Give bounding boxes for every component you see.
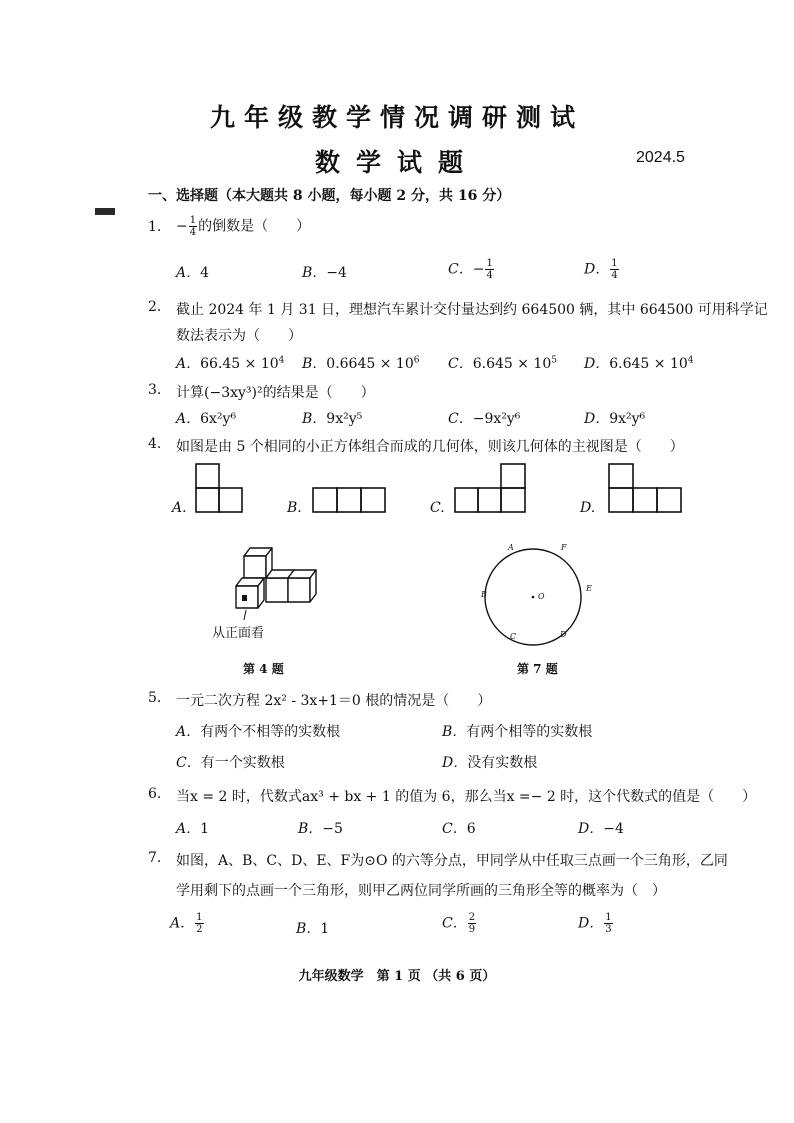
page-subtitle: 数学试题 [314,148,479,177]
figure-4-caption: 第 4 题 [243,662,284,676]
question-text [176,215,310,238]
option-a[interactable]: A．有两个不相等的实数根 [176,724,341,740]
center-o-label: O [538,592,545,601]
option-a[interactable]: A．$66.45 \times 10^4$ [176,355,285,372]
page-footer: 九年级数学 第 1 页 （共 6 页） [298,969,496,984]
point-f-label: F [561,543,567,552]
option-c[interactable]: C．−9x²y⁶ [448,411,521,427]
question-text: 一元二次方程 2x² - 3x+1＝0 根的情况是（ ） [176,693,492,709]
option-b-view-figure [311,486,387,514]
point-e-label: E [586,584,592,593]
minus-sign: − [176,218,188,235]
option-b[interactable]: B．1 [296,921,330,937]
option-a[interactable]: A．4 [176,265,210,281]
scan-mark [95,208,115,215]
point-b-label: B [481,590,487,599]
figure-7-caption: 第 7 题 [517,662,558,676]
option-c-view-figure [453,462,527,514]
option-b[interactable]: B. [287,500,302,516]
question-number: 5. [148,690,162,706]
question-text: 计算(−3xy³)²的结果是（ ） [176,385,375,401]
page-title: 九年级教学情况调研测试 [209,103,584,132]
option-c[interactable]: C．− $\frac{1}{4}$ [448,258,493,281]
option-d[interactable]: D．$6.645 \times 10^4$ [584,355,694,372]
option-b[interactable]: B．有两个相等的实数根 [442,724,593,740]
question-text-cont: 学用剩下的点画一个三角形，则甲乙两位同学所画的三角形全等的概率为（ ） [176,883,666,899]
section-heading: 一、选择题（本大题共 8 小题，每小题 2 分，共 16 分） [148,188,511,204]
option-d-view-figure [607,462,683,514]
question-text: 当x = 2 时，代数式ax³ + bx + 1 的值为 6，那么当x =− 2 时，这个代数式的值是（ ） [176,789,757,805]
front-view-label: 从正面看 [212,626,265,641]
exam-date: 2024.5 [636,149,685,166]
point-d-label: D [560,630,567,639]
question-number: 1. [148,219,162,235]
option-d[interactable]: D． $\frac{1}{3}$ [578,912,612,935]
fraction: $\frac{1}{4}$ [189,215,197,238]
question-number: 4. [148,436,162,452]
option-a[interactable]: A. [172,500,187,516]
option-c[interactable]: C．6 [442,821,476,837]
option-a[interactable]: A．6x²y⁶ [176,411,237,427]
option-c[interactable]: C. [430,500,445,516]
option-d[interactable]: D． $\frac{1}{4}$ [584,258,618,281]
question-stem: 的倒数是（ ） [198,218,311,235]
question-text: 如图，A、B、C、D、E、F为⊙O 的六等分点，甲同学从中任取三点画一个三角形，乙同 [176,853,728,869]
option-d[interactable]: D．9x²y⁶ [584,411,646,427]
option-b[interactable]: B．−5 [298,821,343,837]
option-c[interactable]: C．有一个实数根 [176,755,285,771]
option-b[interactable]: B．9x²y⁵ [302,411,363,427]
option-a[interactable]: A．1 [176,821,210,837]
question-number: 2. [148,299,162,315]
option-a-view-figure [194,462,244,514]
option-c[interactable]: C． $\frac{2}{9}$ [442,912,476,935]
option-b[interactable]: B．$0.6645 \times 10^6$ [302,355,420,372]
question-text: 如图是由 5 个相同的小正方体组合而成的几何体，则该几何体的主视图是（ ） [176,439,684,455]
question-number: 3. [148,382,162,398]
cube-solid-figure [228,540,336,620]
point-a-label: A [508,543,514,552]
option-a[interactable]: A． $\frac{1}{2}$ [170,912,203,935]
option-d[interactable]: D. [580,500,596,516]
option-b[interactable]: B．−4 [302,265,347,281]
question-text-cont: 数法表示为（ ） [176,328,302,344]
point-c-label: C [510,632,517,641]
question-number: 7. [148,850,162,866]
option-d[interactable]: D．没有实数根 [442,755,538,771]
question-text: 截止 2024 年 1 月 31 日，理想汽车累计交付量达到约 664500 辆，其中 664500 可用科学记 [176,302,768,318]
question-number: 6. [148,786,162,802]
option-c[interactable]: C．$6.645 \times 10^5$ [448,355,557,372]
circle-figure [478,540,588,650]
option-d[interactable]: D．−4 [578,821,624,837]
